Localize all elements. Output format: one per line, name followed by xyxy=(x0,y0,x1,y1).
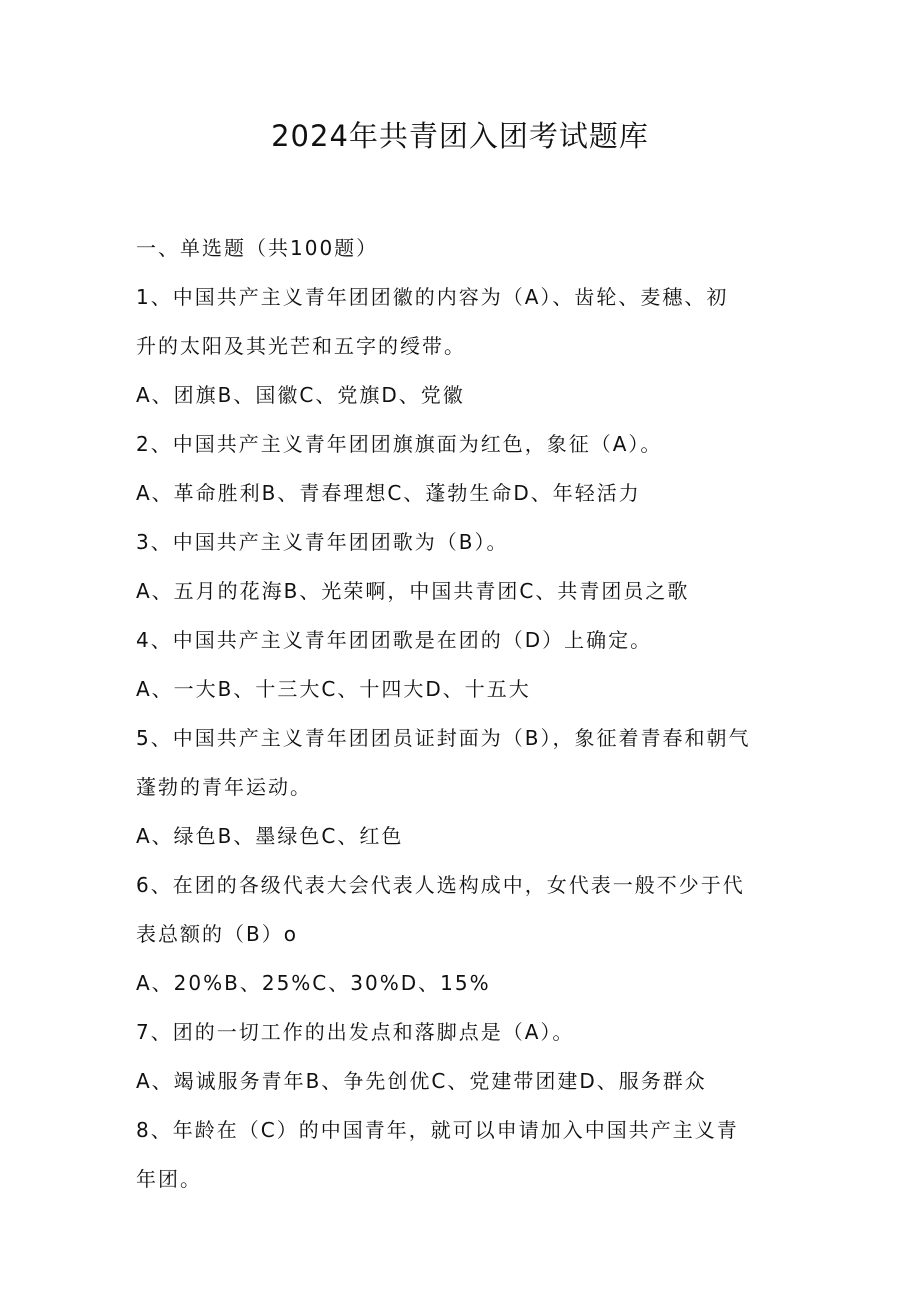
question-4-options: A、一大B、十三大C、十四大D、十五大 xyxy=(136,677,531,701)
question-1-line-2: 升的太阳及其光芒和五字的绶带。 xyxy=(136,334,466,358)
question-2-options: A、革命胜利B、青春理想C、蓬勃生命D、年轻活力 xyxy=(136,481,641,505)
document-body xyxy=(136,224,786,1204)
question-3-options: A、五月的花海B、光荣啊，中国共青团C、共青团员之歌 xyxy=(136,579,690,603)
question-5-line-2: 蓬勃的青年运动。 xyxy=(136,775,312,799)
question-2: 2、中国共产主义青年团团旗旗面为红色，象征（A）。 xyxy=(136,432,663,456)
question-1-line-1: 1、中国共产主义青年团团徽的内容为（A）、齿轮、麦穗、初 xyxy=(136,285,729,309)
question-1-options: A、团旗B、国徽C、党旗D、党徽 xyxy=(136,383,465,407)
question-8-line-1: 8、年龄在（C）的中国青年，就可以申请加入中国共产主义青 xyxy=(136,1118,739,1142)
question-5-line-1: 5、中国共产主义青年团团员证封面为（B），象征着青春和朝气 xyxy=(136,726,751,750)
question-4: 4、中国共产主义青年团团歌是在团的（D）上确定。 xyxy=(136,628,653,652)
question-7: 7、团的一切工作的出发点和落脚点是（A）。 xyxy=(136,1020,575,1044)
document-title: 2024年共青团入团考试题库 xyxy=(271,119,649,153)
question-3: 3、中国共产主义青年团团歌为（B）。 xyxy=(136,530,509,554)
question-5-options: A、绿色B、墨绿色C、红色 xyxy=(136,824,404,848)
section-heading: 一、单选题（共100题） xyxy=(136,236,379,260)
question-6-line-2: 表总额的（B）o xyxy=(136,922,298,946)
question-8-line-2: 年团。 xyxy=(136,1167,202,1191)
question-6-options: A、20%B、25%C、30%D、15% xyxy=(136,971,491,995)
question-6-line-1: 6、在团的各级代表大会代表人选构成中，女代表一般不少于代 xyxy=(136,873,745,897)
question-7-options: A、竭诚服务青年B、争先创优C、党建带团建D、服务群众 xyxy=(136,1069,707,1093)
